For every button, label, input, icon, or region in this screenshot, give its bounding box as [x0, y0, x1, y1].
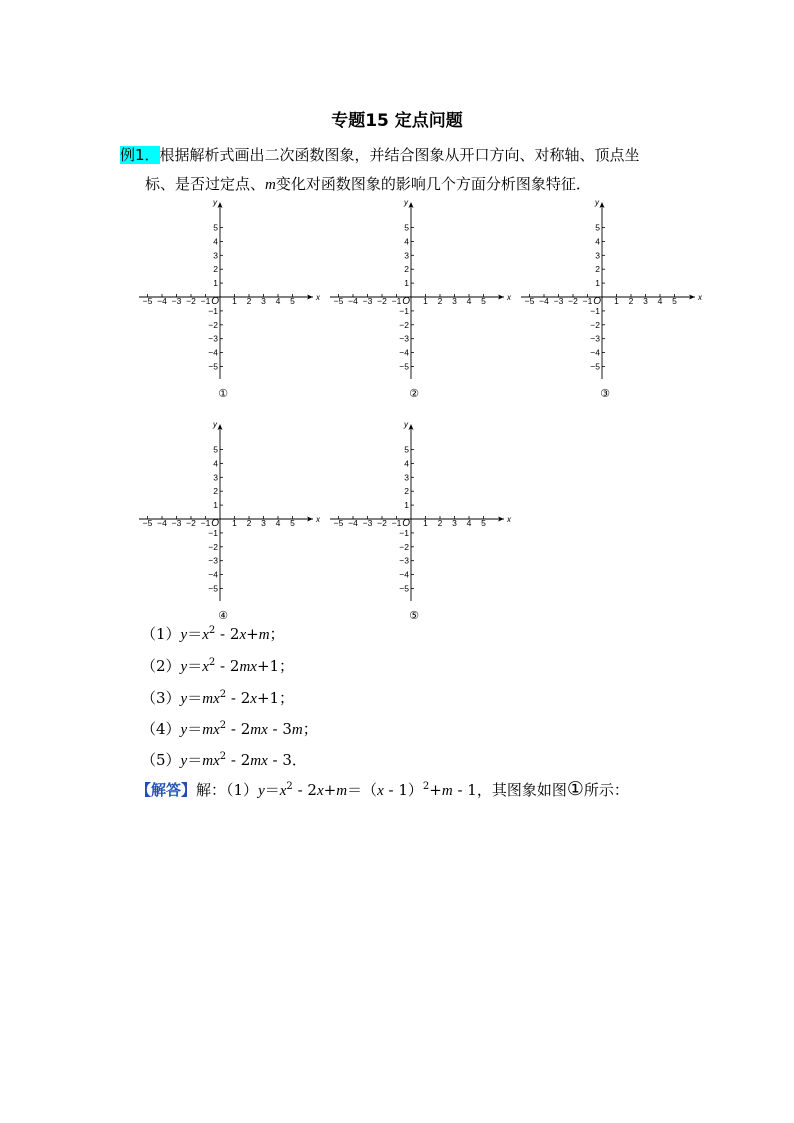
y-tick-label: 3 — [595, 250, 600, 261]
question-item — [141, 624, 285, 645]
x-tick-label: −5 — [524, 296, 535, 306]
math-variable: mx — [250, 753, 268, 769]
coordinate-graph-5 — [328, 418, 518, 623]
x-tick-label: −2 — [377, 518, 387, 528]
answer-line — [136, 779, 629, 801]
math-text: + — [429, 781, 442, 799]
math-variable: mx — [202, 753, 220, 769]
x-tick-label: 1 — [232, 296, 237, 306]
math-variable: mx — [250, 722, 268, 738]
superscript: 2 — [422, 781, 430, 792]
y-tick-label: 2 — [595, 264, 600, 275]
x-tick-label: −3 — [171, 518, 182, 528]
y-tick-label: −3 — [208, 555, 218, 566]
x-tick-label: 2 — [437, 518, 443, 528]
x-axis-label: x — [316, 515, 320, 524]
y-tick-label: −3 — [208, 333, 218, 344]
math-text: - 3 — [267, 720, 292, 738]
x-tick-label: −2 — [568, 296, 578, 306]
y-axis-label: y — [213, 420, 217, 429]
superscript: 2 — [208, 657, 216, 668]
superscript: 2 — [208, 625, 216, 636]
math-text: ＝ — [187, 720, 203, 738]
y-tick-label: 4 — [404, 458, 409, 469]
origin-label: O — [211, 518, 219, 529]
y-tick-label: 1 — [404, 500, 409, 511]
x-axis-label: x — [698, 293, 702, 302]
x-axis-label: x — [316, 293, 320, 302]
graph-caption: ① — [218, 388, 228, 400]
math-variable: m — [258, 627, 270, 643]
math-variable: m — [441, 783, 453, 799]
y-tick-label: −4 — [208, 569, 218, 580]
question-number: （5） — [141, 751, 181, 769]
y-tick-label: −1 — [590, 305, 600, 316]
math-variable: m — [291, 722, 303, 738]
answer-tail: 所示： — [583, 781, 629, 799]
graph-caption: ② — [409, 388, 419, 400]
math-variable: mx — [239, 659, 257, 675]
x-tick-label: −3 — [362, 518, 373, 528]
math-text: - 1，其图象如图 — [452, 781, 567, 799]
x-tick-label: 4 — [275, 296, 281, 306]
math-text: + — [323, 781, 337, 799]
y-tick-label: −4 — [399, 569, 409, 580]
x-tick-label: −2 — [377, 296, 387, 306]
y-tick-label: 4 — [595, 236, 600, 247]
x-tick-label: −5 — [142, 296, 153, 306]
math-text: - 2 — [226, 689, 251, 707]
x-tick-label: 5 — [481, 296, 486, 306]
x-tick-label: −5 — [142, 518, 153, 528]
x-tick-label: −3 — [553, 296, 564, 306]
x-tick-label: −1 — [391, 296, 402, 306]
y-tick-label: −1 — [208, 305, 218, 316]
x-tick-label: 3 — [261, 296, 266, 306]
x-tick-label: −2 — [186, 296, 196, 306]
y-tick-label: 4 — [404, 236, 409, 247]
y-tick-label: −2 — [399, 319, 409, 330]
question-number: （2） — [141, 657, 181, 675]
math-variable: x — [202, 659, 209, 675]
y-tick-label: 5 — [404, 444, 409, 455]
y-tick-label: 2 — [213, 486, 218, 497]
x-tick-label: 4 — [657, 296, 663, 306]
y-tick-label: −2 — [208, 319, 218, 330]
y-tick-label: −1 — [399, 305, 409, 316]
coordinate-graph-4 — [137, 418, 327, 623]
x-tick-label: −4 — [157, 518, 167, 528]
y-tick-label: 4 — [213, 458, 218, 469]
math-variable: y — [180, 691, 188, 707]
math-text: ； — [269, 625, 285, 643]
x-tick-label: 5 — [290, 296, 295, 306]
y-tick-label: 3 — [404, 472, 409, 483]
x-tick-label: 1 — [423, 518, 428, 528]
x-tick-label: −3 — [362, 296, 373, 306]
answer-lead: 解：（1） — [196, 781, 259, 799]
y-tick-label: −3 — [399, 555, 409, 566]
x-tick-label: 2 — [246, 296, 252, 306]
math-variable: y — [180, 627, 188, 643]
y-tick-label: −2 — [399, 541, 409, 552]
x-tick-label: −1 — [582, 296, 593, 306]
question-item — [141, 688, 294, 709]
origin-label: O — [593, 296, 601, 307]
example-m: m — [265, 177, 276, 193]
x-tick-label: 2 — [437, 296, 443, 306]
y-tick-label: 5 — [213, 222, 218, 233]
superscript: 2 — [286, 781, 293, 792]
answer-tag: 【解答】 — [136, 781, 197, 799]
answer-figure-ref: ① — [566, 778, 584, 800]
math-text: - 1） — [383, 781, 423, 799]
math-variable: x — [377, 783, 384, 799]
y-tick-label: 2 — [404, 264, 409, 275]
math-text: + — [246, 625, 259, 643]
y-tick-label: −5 — [590, 361, 600, 372]
graph-caption: ⑤ — [409, 610, 419, 622]
y-tick-label: 5 — [595, 222, 600, 233]
x-tick-label: 1 — [614, 296, 619, 306]
graph-caption: ③ — [600, 388, 610, 400]
math-variable: y — [258, 783, 265, 799]
y-tick-label: −5 — [208, 361, 218, 372]
example-text-2a: 标、是否过定点、 — [145, 175, 266, 193]
math-text: - 2 — [215, 657, 240, 675]
math-variable: x — [316, 783, 324, 799]
origin-label: O — [402, 518, 410, 529]
math-variable: mx — [202, 722, 220, 738]
y-axis-label: y — [213, 198, 217, 207]
y-tick-label: −5 — [399, 361, 409, 372]
question-item — [141, 656, 294, 677]
math-text: +1； — [256, 689, 295, 707]
x-tick-label: 2 — [628, 296, 634, 306]
y-tick-label: −5 — [399, 583, 409, 594]
math-text: - 2 — [292, 781, 317, 799]
y-tick-label: 5 — [213, 444, 218, 455]
example-line-1 — [120, 145, 640, 165]
y-tick-label: 5 — [404, 222, 409, 233]
math-text: ＝（ — [347, 781, 378, 799]
y-tick-label: 1 — [404, 278, 409, 289]
x-tick-label: −5 — [333, 518, 344, 528]
x-tick-label: 2 — [246, 518, 252, 528]
example-label: 例1． — [120, 146, 160, 164]
x-tick-label: −2 — [186, 518, 196, 528]
x-tick-label: −4 — [157, 296, 167, 306]
superscript: 2 — [219, 751, 227, 762]
example-text-2b: 变化对函数图象的影响几个方面分析图象特征． — [275, 175, 591, 193]
question-item — [141, 719, 318, 740]
x-tick-label: 4 — [466, 296, 472, 306]
x-tick-label: 3 — [643, 296, 648, 306]
math-variable: m — [336, 783, 348, 799]
x-tick-label: 5 — [481, 518, 486, 528]
graph-caption: ④ — [218, 610, 228, 622]
math-variable: y — [180, 722, 188, 738]
x-tick-label: 3 — [452, 518, 457, 528]
y-tick-label: −4 — [590, 347, 600, 358]
x-tick-label: −1 — [391, 518, 402, 528]
math-variable: x — [250, 691, 257, 707]
y-tick-label: 2 — [213, 264, 218, 275]
math-variable: y — [180, 753, 188, 769]
y-tick-label: 4 — [213, 236, 218, 247]
y-axis-label: y — [404, 198, 408, 207]
y-tick-label: −5 — [208, 583, 218, 594]
y-tick-label: −4 — [208, 347, 218, 358]
coordinate-graph-1 — [137, 196, 327, 401]
math-text: - 2 — [226, 751, 251, 769]
math-text: +1； — [256, 657, 295, 675]
x-tick-label: 4 — [275, 518, 281, 528]
question-item — [141, 750, 307, 771]
y-tick-label: −4 — [399, 347, 409, 358]
superscript: 2 — [219, 720, 227, 731]
math-text: ＝ — [187, 625, 203, 643]
math-text: - 3． — [267, 751, 307, 769]
origin-label: O — [211, 296, 219, 307]
y-tick-label: −2 — [590, 319, 600, 330]
math-text: - 2 — [226, 720, 251, 738]
math-text: ＝ — [264, 781, 280, 799]
math-text: ； — [302, 720, 318, 738]
math-variable: x — [279, 783, 287, 799]
example-text-1: 根据解析式画出二次函数图象，并结合图象从开口方向、对称轴、顶点坐 — [159, 146, 640, 164]
coordinate-graph-3 — [519, 196, 709, 401]
x-tick-label: 1 — [232, 518, 237, 528]
y-tick-label: −1 — [208, 527, 218, 538]
x-tick-label: −4 — [539, 296, 549, 306]
y-tick-label: 3 — [213, 472, 218, 483]
y-tick-label: −2 — [208, 541, 218, 552]
y-tick-label: 1 — [213, 278, 218, 289]
x-tick-label: −3 — [171, 296, 182, 306]
question-number: （4） — [141, 720, 181, 738]
x-tick-label: −5 — [333, 296, 344, 306]
answer-expression — [258, 781, 567, 799]
origin-label: O — [402, 296, 410, 307]
math-text: - 2 — [215, 625, 240, 643]
y-tick-label: 3 — [213, 250, 218, 261]
y-tick-label: 3 — [404, 250, 409, 261]
x-tick-label: 5 — [290, 518, 295, 528]
superscript: 2 — [219, 689, 227, 700]
y-tick-label: 1 — [213, 500, 218, 511]
question-number: （1） — [141, 625, 181, 643]
page-title: 专题15 定点问题 — [331, 111, 463, 131]
x-tick-label: 3 — [452, 296, 457, 306]
math-text: ＝ — [187, 689, 203, 707]
y-tick-label: −3 — [590, 333, 600, 344]
x-tick-label: 3 — [261, 518, 266, 528]
y-axis-label: y — [595, 198, 599, 207]
math-text: ＝ — [187, 657, 203, 675]
x-tick-label: 4 — [466, 518, 472, 528]
math-variable: mx — [202, 691, 220, 707]
y-axis-label: y — [404, 420, 408, 429]
x-tick-label: 5 — [672, 296, 677, 306]
question-number: （3） — [141, 689, 181, 707]
x-axis-label: x — [507, 293, 511, 302]
x-tick-label: 1 — [423, 296, 428, 306]
math-text: ＝ — [187, 751, 203, 769]
x-tick-label: −1 — [200, 518, 211, 528]
y-tick-label: 2 — [404, 486, 409, 497]
example-line-2 — [145, 174, 591, 195]
x-axis-label: x — [507, 515, 511, 524]
math-variable: x — [239, 627, 247, 643]
y-tick-label: 1 — [595, 278, 600, 289]
x-tick-label: −1 — [200, 296, 211, 306]
math-variable: x — [202, 627, 209, 643]
math-variable: y — [180, 659, 188, 675]
y-tick-label: −1 — [399, 527, 409, 538]
x-tick-label: −4 — [348, 518, 358, 528]
y-tick-label: −3 — [399, 333, 409, 344]
coordinate-graph-2 — [328, 196, 518, 401]
x-tick-label: −4 — [348, 296, 358, 306]
